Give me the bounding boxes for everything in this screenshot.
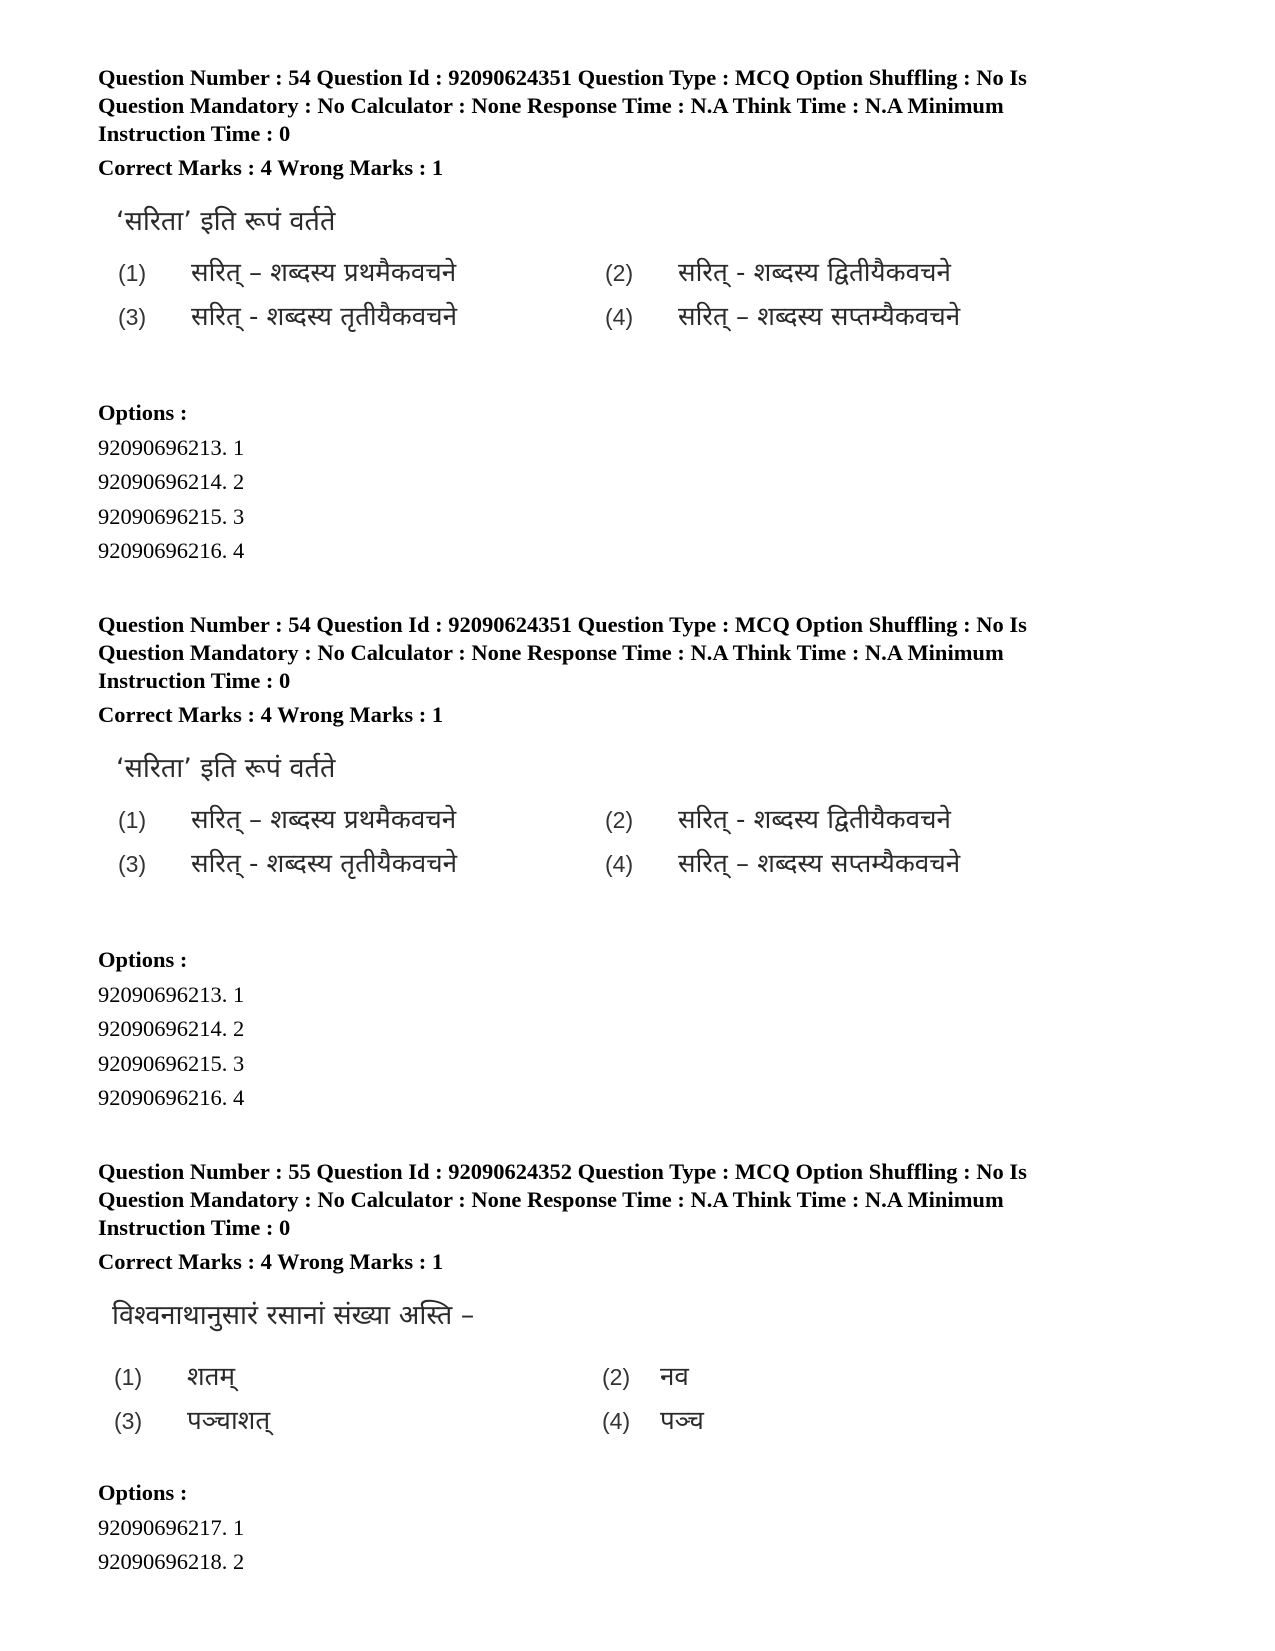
choice-text: सरित् – शब्दस्य सप्तम्यैकवचने (678, 302, 961, 332)
option-row: 92090696217. 1 (98, 1514, 245, 1540)
options-label: Options : (98, 400, 188, 425)
question-image (98, 751, 1188, 921)
choice-text: पञ्चाशत् (187, 1406, 271, 1436)
question-meta-line: Question Mandatory : No Calculator : None Response Time : N.A Think Time : N.A Minimum (98, 640, 1004, 665)
option-row: 92090696216. 4 (98, 538, 245, 563)
question-marks: Correct Marks : 4 Wrong Marks : 1 (98, 702, 444, 727)
question-stem: ‘सरिता’ इति रूपं वर्तते (116, 206, 336, 237)
choice-number: (4) (602, 1408, 631, 1434)
question-stem: ‘सरिता’ इति रूपं वर्तते (116, 753, 336, 784)
options-list (98, 396, 244, 569)
option-row: 92090696215. 3 (98, 503, 245, 529)
choice-text: नव (660, 1362, 689, 1392)
choice-number: (2) (605, 260, 634, 286)
choice-text: सरित् - शब्दस्य तृतीयैकवचने (191, 302, 458, 332)
question-block (98, 611, 1188, 921)
choice-text: पञ्च (660, 1406, 704, 1436)
choice-text: सरित् - शब्दस्य तृतीयैकवचने (191, 849, 458, 879)
question-meta-line: Instruction Time : 0 (98, 668, 291, 693)
question-meta-line: Question Mandatory : No Calculator : None Response Time : N.A Think Time : N.A Minimum (98, 93, 1004, 118)
question-meta-line: Instruction Time : 0 (98, 121, 291, 146)
option-row: 92090696213. 1 (98, 434, 245, 460)
question-block (98, 1158, 1188, 1478)
choice-number: (3) (118, 304, 147, 330)
choice-text: शतम् (187, 1362, 236, 1392)
question-stem: विश्वनाथानुसारं रसानां संख्या अस्ति – (112, 1300, 475, 1331)
choice-number: (2) (605, 807, 634, 833)
question-marks: Correct Marks : 4 Wrong Marks : 1 (98, 1249, 444, 1274)
question-block (98, 64, 1188, 374)
question-image (98, 204, 1188, 374)
option-row: 92090696218. 2 (98, 1549, 245, 1574)
choice-number: (1) (118, 260, 147, 286)
options-label: Options : (98, 1480, 188, 1505)
option-row: 92090696216. 4 (98, 1085, 245, 1110)
choice-number: (4) (605, 304, 634, 330)
choice-number: (3) (118, 851, 147, 877)
choice-text: सरित् – शब्दस्य प्रथमैकवचने (191, 805, 457, 835)
question-image (98, 1298, 1188, 1478)
question-meta (98, 1158, 1188, 1242)
question-meta (98, 64, 1188, 148)
question-meta-line: Question Number : 55 Question Id : 92090624352 Question Type : MCQ Option Shuffling : No Is (98, 1159, 1027, 1184)
option-row: 92090696213. 1 (98, 981, 245, 1007)
options-list (98, 1476, 244, 1580)
choice-number: (3) (114, 1408, 143, 1434)
options-list (98, 943, 244, 1116)
choice-number: (4) (605, 851, 634, 877)
option-row: 92090696215. 3 (98, 1050, 245, 1076)
question-meta-line: Instruction Time : 0 (98, 1215, 291, 1240)
options-label: Options : (98, 947, 188, 972)
option-row: 92090696214. 2 (98, 1016, 245, 1041)
choice-number: (1) (118, 807, 147, 833)
question-marks: Correct Marks : 4 Wrong Marks : 1 (98, 155, 444, 180)
question-meta (98, 611, 1188, 695)
choice-text: सरित् – शब्दस्य सप्तम्यैकवचने (678, 849, 961, 879)
choice-text: सरित् - शब्दस्य द्वितीयैकवचने (678, 805, 951, 835)
choice-text: सरित् – शब्दस्य प्रथमैकवचने (191, 258, 457, 288)
question-meta-line: Question Number : 54 Question Id : 92090624351 Question Type : MCQ Option Shuffling : No Is (98, 65, 1027, 90)
question-meta-line: Question Number : 54 Question Id : 92090624351 Question Type : MCQ Option Shuffling : No Is (98, 612, 1027, 637)
choice-number: (2) (602, 1364, 631, 1390)
choice-number: (1) (114, 1364, 143, 1390)
question-meta-line: Question Mandatory : No Calculator : None Response Time : N.A Think Time : N.A Minimum (98, 1187, 1004, 1212)
option-row: 92090696214. 2 (98, 469, 245, 494)
choice-text: सरित् - शब्दस्य द्वितीयैकवचने (678, 258, 951, 288)
